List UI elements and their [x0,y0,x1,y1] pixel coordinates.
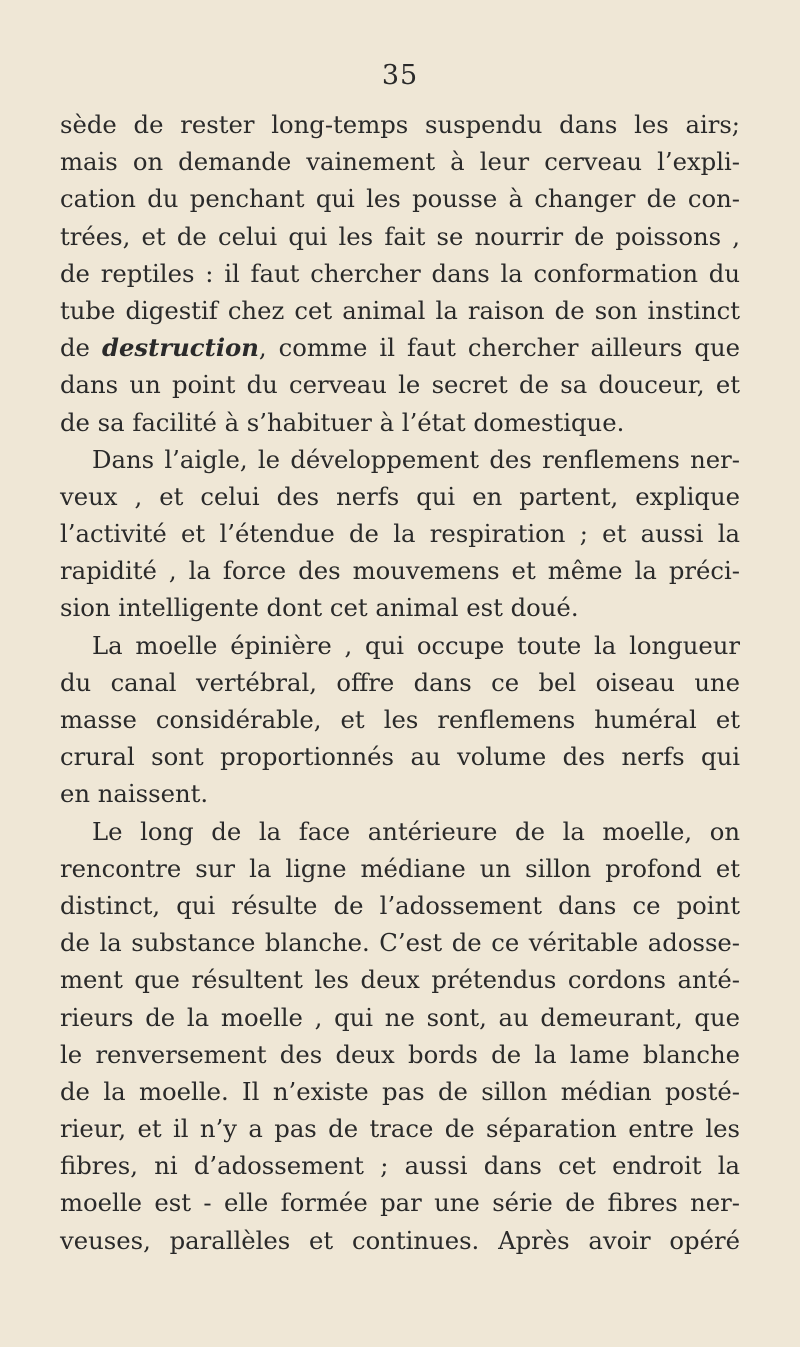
paragraph-start-line: La moelle épinière , qui occupe toute la longueur [92,630,740,660]
text-line: de reptiles : il faut chercher dans la conformation du [60,258,740,288]
text-line: sion intelligente dont cet animal est doué. [60,593,579,623]
text-line: de sa facilité à s’habituer à l’état domestique. [60,407,625,437]
text-line: tube digestif chez cet animal la raison de son instinct [60,295,740,325]
text-line: cation du penchant qui les pousse à changer de con- [60,184,740,214]
text-line: de la substance blanche. C’est de ce véritable adosse- [60,928,740,958]
text-segment: de [60,333,102,363]
text-line: veux , et celui des nerfs qui en partent, explique [60,481,740,511]
text-line [60,329,740,366]
text-line: rieurs de la moelle , qui ne sont, au demeurant, que [60,1002,740,1032]
page-number: 35 [381,60,419,91]
text-line: le renversement des deux bords de la lame blanche [60,1039,740,1069]
text-line: l’activité et l’étendue de la respiration ; et aussi la [60,519,740,549]
text-line: dans un point du cerveau le secret de sa douceur, et [60,370,740,400]
text-line: crural sont proportionnés au volume des nerfs qui [60,742,740,772]
text-segment: , comme il faut chercher ailleurs que [258,333,740,363]
text-line: fibres, ni d’adossement ; aussi dans cet endroit la [60,1151,740,1181]
text-line: en naissent. [60,779,209,809]
text-line: rieur, et il n’y a pas de trace de séparation entre les [60,1114,740,1144]
text-line: moelle est - elle formée par une série de fibres ner- [60,1188,740,1218]
text-line: trées, et de celui qui les fait se nourrir de poissons , [60,221,740,251]
text-line: rencontre sur la ligne médiane un sillon profond et [60,853,740,883]
text-line: du canal vertébral, offre dans ce bel oiseau une [60,667,740,697]
italic-term: destruction [101,333,259,363]
text-line: veuses, parallèles et continues. Après avoir opéré [60,1225,740,1255]
body-text [60,106,740,1259]
text-line: ment que résultent les deux prétendus cordons anté- [60,965,740,995]
paragraph-start-line: Dans l’aigle, le développement des renflemens ner- [92,444,740,474]
text-line: rapidité , la force des mouvemens et même la préci- [60,556,740,586]
text-line: de la moelle. Il n’existe pas de sillon médian posté- [60,1076,740,1106]
text-line: distinct, qui résulte de l’adossement dans ce point [60,890,740,920]
text-line: sède de rester long-temps suspendu dans les airs; [60,110,740,139]
text-line: mais on demande vainement à leur cerveau l’expli- [60,147,740,177]
paragraph-start-line: Le long de la face antérieure de la moelle, on [92,816,740,846]
text-line: masse considérable, et les renflemens huméral et [60,705,740,734]
